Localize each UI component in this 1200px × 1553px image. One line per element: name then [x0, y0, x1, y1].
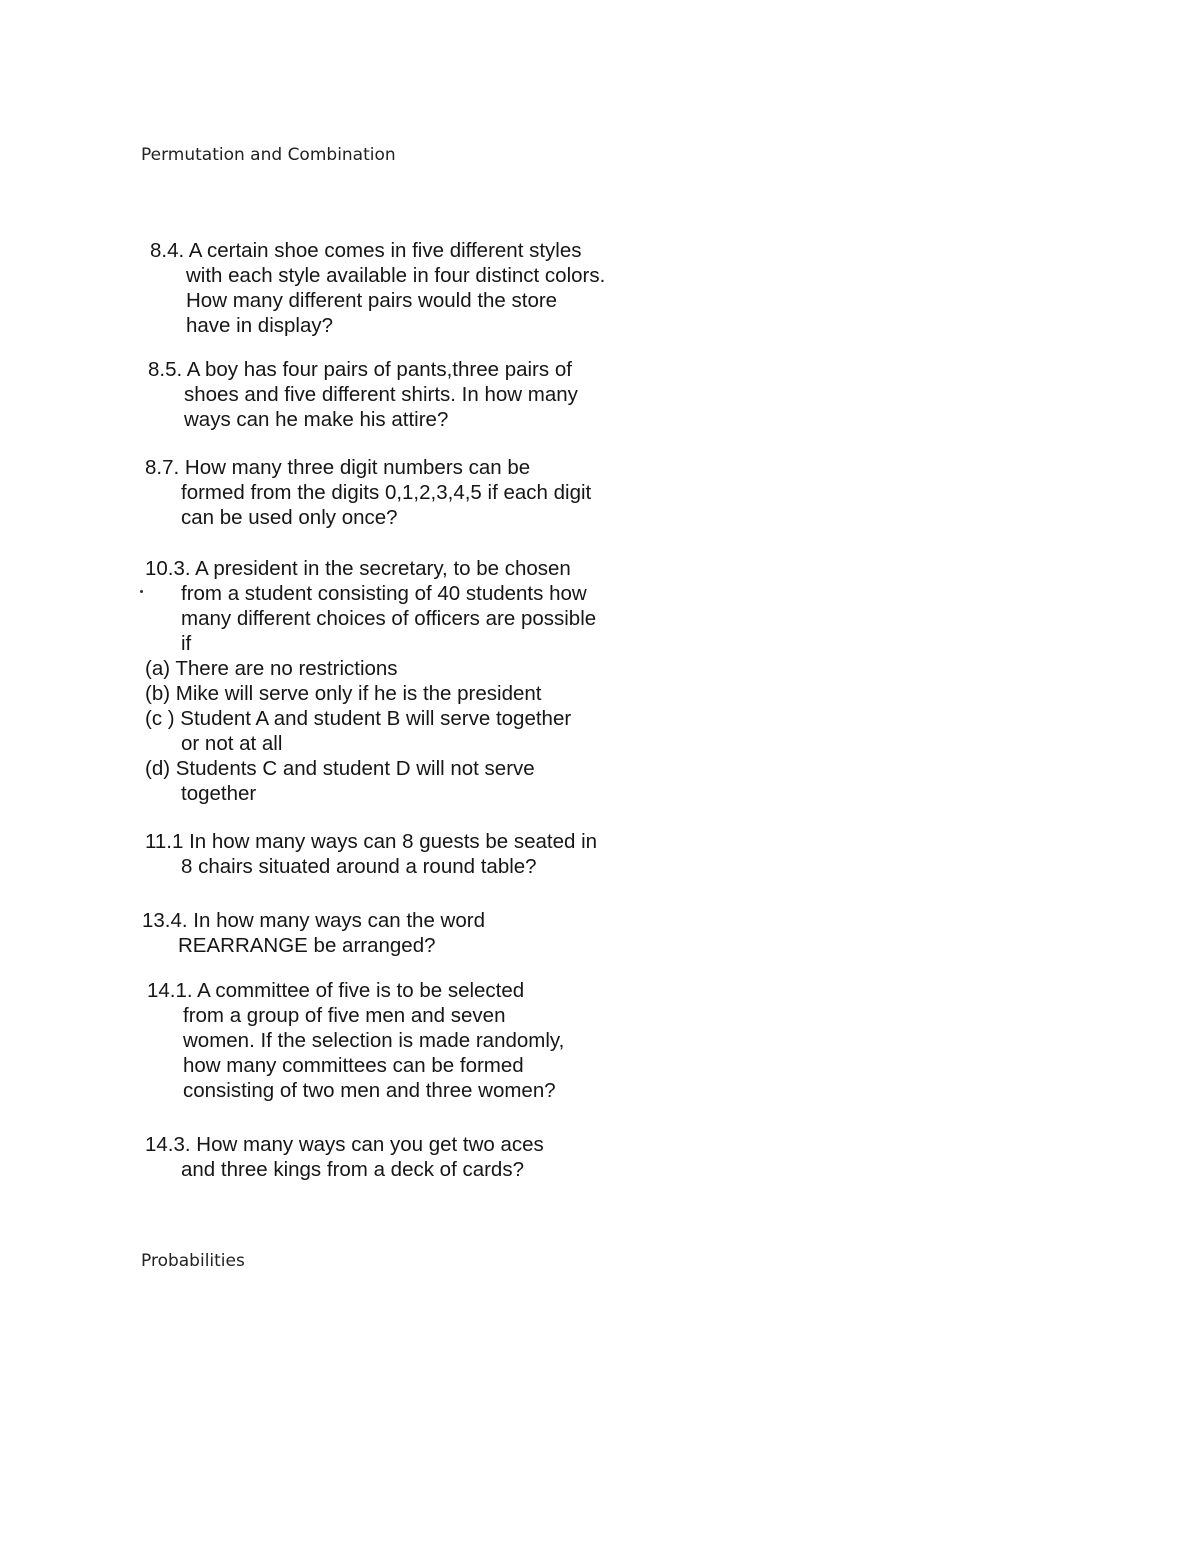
section-heading-probabilities: Probabilities	[141, 1251, 245, 1271]
problem-line: and three kings from a deck of cards?	[181, 1158, 524, 1181]
problem-10-3	[145, 556, 665, 806]
problem-line: with each style available in four distinct colors.	[186, 264, 606, 287]
problem-8-4	[150, 238, 670, 338]
problem-line: how many committees can be formed	[183, 1054, 524, 1077]
problem-line: 14.1. A committee of five is to be selected	[147, 979, 525, 1002]
problem-line: shoes and five different shirts. In how many	[184, 383, 578, 406]
problem-14-1	[147, 978, 667, 1103]
problem-13-4	[142, 908, 662, 958]
option-b: (b) Mike will serve only if he is the president	[145, 682, 542, 705]
problem-line: 8.7. How many three digit numbers can be	[145, 456, 531, 479]
problem-line: from a group of five men and seven	[183, 1004, 506, 1027]
problem-line: if	[181, 632, 192, 655]
problem-line: 8.4. A certain shoe comes in five different styles	[150, 239, 582, 262]
option-d: (d) Students C and student D will not serve	[145, 757, 535, 780]
problem-line: can be used only once?	[181, 506, 398, 529]
option-d-continued: together	[181, 782, 257, 805]
problem-line: 8.5. A boy has four pairs of pants,three pairs of	[148, 358, 572, 381]
option-a: (a) There are no restrictions	[145, 657, 398, 680]
problem-line: 14.3. How many ways can you get two aces	[145, 1133, 544, 1156]
problem-11-1	[145, 829, 665, 879]
problem-line: 8 chairs situated around a round table?	[181, 855, 537, 878]
problem-14-3	[145, 1132, 665, 1182]
option-c: (c ) Student A and student B will serve together	[145, 707, 572, 730]
stray-mark	[140, 590, 143, 593]
problem-line: women. If the selection is made randomly,	[183, 1029, 565, 1052]
problem-line: How many different pairs would the store	[186, 289, 558, 312]
problem-line: from a student consisting of 40 students how	[181, 582, 587, 605]
problem-line: 13.4. In how many ways can the word	[142, 909, 485, 932]
problem-8-5	[148, 357, 668, 432]
problem-8-7	[145, 455, 665, 530]
problem-line: 10.3. A president in the secretary, to be chosen	[145, 557, 571, 580]
problem-line: ways can he make his attire?	[184, 408, 449, 431]
section-heading-permutation: Permutation and Combination	[141, 145, 396, 165]
problem-line: have in display?	[186, 314, 334, 337]
problem-line: REARRANGE be arranged?	[178, 934, 436, 957]
problem-line: formed from the digits 0,1,2,3,4,5 if each digit	[181, 481, 592, 504]
problem-line: 11.1 In how many ways can 8 guests be seated in	[145, 830, 598, 853]
option-c-continued: or not at all	[181, 732, 283, 755]
problem-line: consisting of two men and three women?	[183, 1079, 556, 1102]
problem-line: many different choices of officers are possible	[181, 607, 597, 630]
